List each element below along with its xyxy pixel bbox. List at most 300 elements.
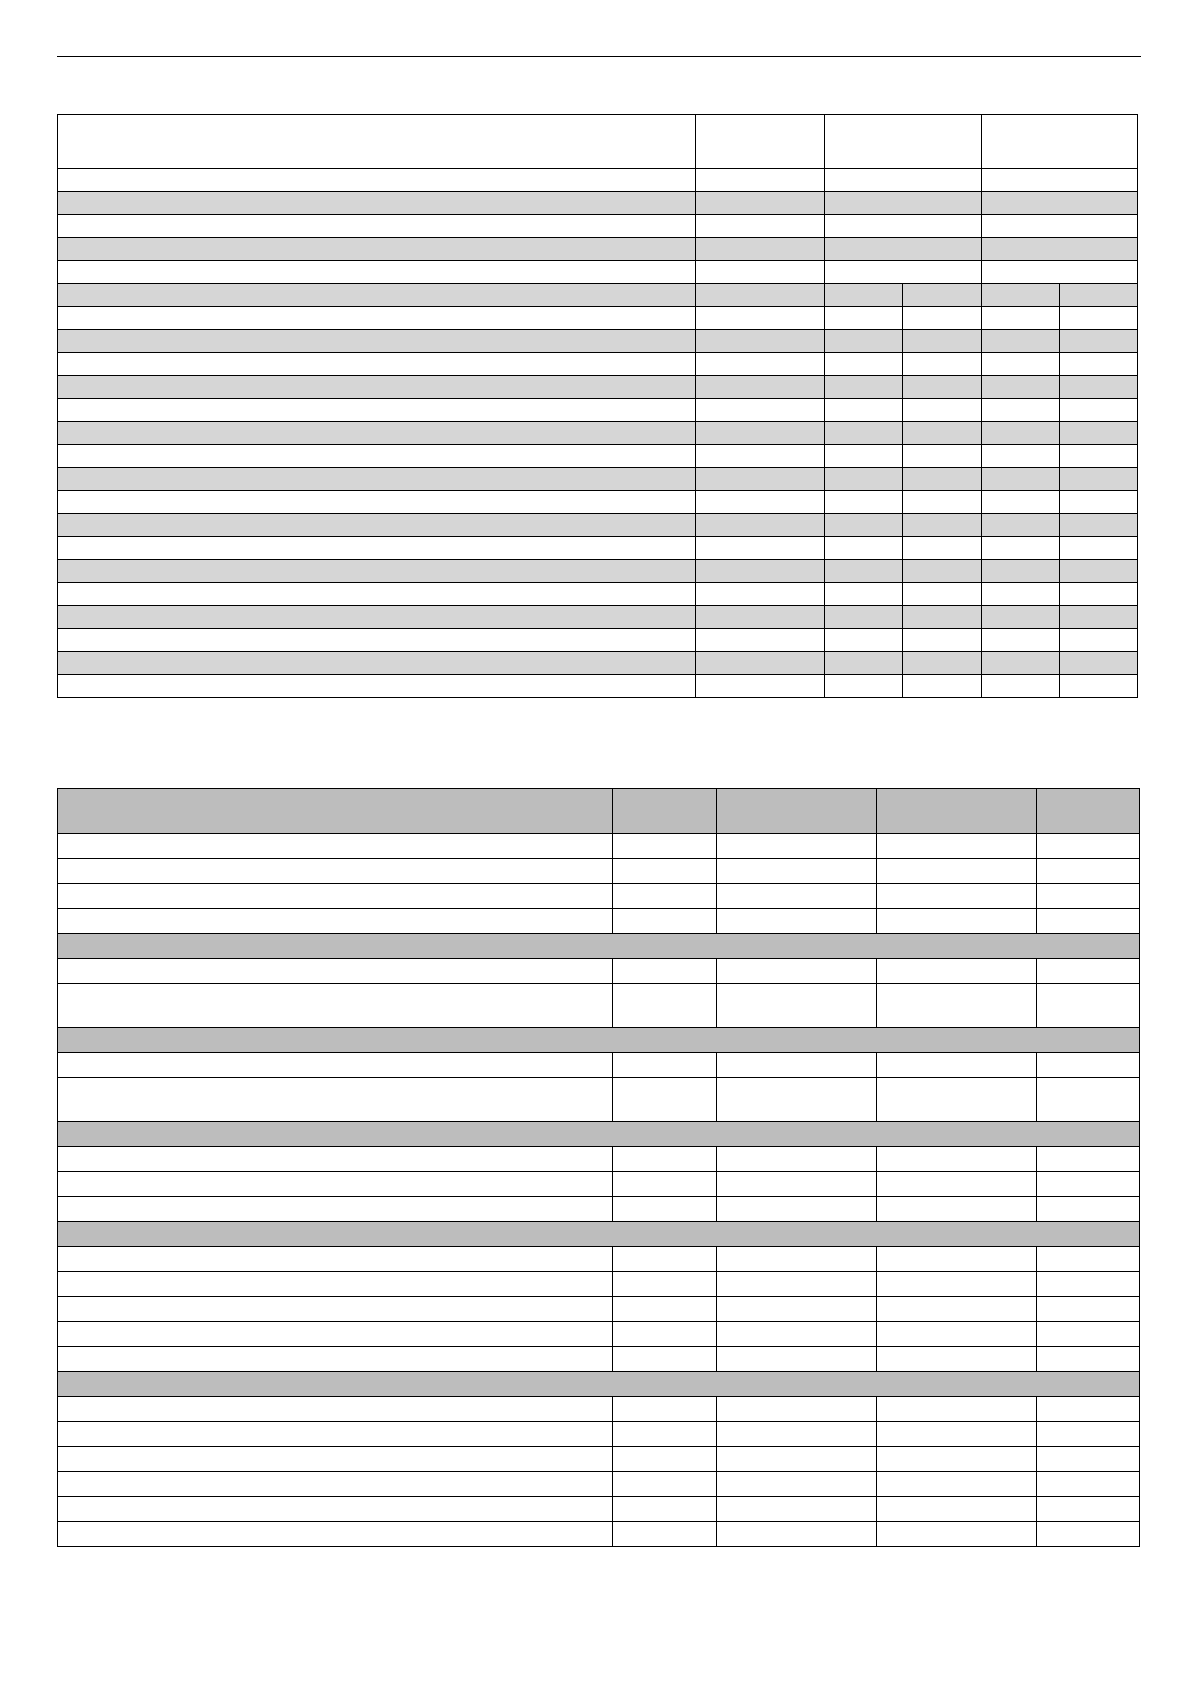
table-row — [58, 537, 1138, 560]
table-cell — [982, 468, 1060, 491]
table-cell — [58, 445, 696, 468]
table-row — [58, 1522, 1140, 1547]
table-cell — [825, 560, 903, 583]
table-cell — [903, 537, 982, 560]
table-2-header-cell — [877, 789, 1037, 834]
table-cell — [58, 399, 696, 422]
table-cell — [1060, 422, 1138, 445]
table-cell — [613, 859, 717, 884]
table-row — [58, 261, 1138, 284]
table-cell — [696, 238, 825, 261]
header-rule — [57, 56, 1141, 57]
table-cell — [982, 445, 1060, 468]
table-row — [58, 169, 1138, 192]
table-cell — [1037, 1422, 1140, 1447]
table-row — [58, 238, 1138, 261]
table-row — [58, 1197, 1140, 1222]
table-cell — [1037, 1147, 1140, 1172]
table-cell — [982, 560, 1060, 583]
table-cell — [58, 1422, 613, 1447]
table-cell — [58, 859, 613, 884]
table-cell — [1060, 537, 1138, 560]
table-cell — [903, 330, 982, 353]
table-cell — [58, 261, 696, 284]
section-header-cell — [58, 934, 1140, 959]
table-cell — [58, 606, 696, 629]
table-cell — [613, 1247, 717, 1272]
table-cell — [696, 307, 825, 330]
table-cell — [696, 445, 825, 468]
table-cell — [1037, 859, 1140, 884]
table-cell — [613, 984, 717, 1028]
table-2-header-cell — [613, 789, 717, 834]
table-cell — [877, 1078, 1037, 1122]
table-row — [58, 215, 1138, 238]
table-cell — [1060, 606, 1138, 629]
table-cell — [58, 560, 696, 583]
table-cell — [825, 445, 903, 468]
table-row — [58, 1447, 1140, 1472]
table-cell — [58, 1522, 613, 1547]
table-cell — [58, 330, 696, 353]
table-cell — [825, 606, 903, 629]
table-cell — [696, 560, 825, 583]
table-cell — [1060, 468, 1138, 491]
table-cell — [903, 422, 982, 445]
table-cell — [877, 1197, 1037, 1222]
section-header-row — [58, 1222, 1140, 1247]
table-cell — [717, 1397, 877, 1422]
table-cell — [717, 909, 877, 934]
table-cell — [613, 1472, 717, 1497]
table-cell — [982, 422, 1060, 445]
table-cell — [717, 1147, 877, 1172]
table-1-header-cell — [696, 115, 825, 169]
table-cell — [1037, 984, 1140, 1028]
table-cell — [1037, 834, 1140, 859]
table-cell — [717, 1322, 877, 1347]
table-1-header-row — [58, 115, 1138, 169]
table-cell — [1037, 1297, 1140, 1322]
table-cell — [877, 1322, 1037, 1347]
table-cell — [903, 399, 982, 422]
table-cell — [877, 1397, 1037, 1422]
table-cell — [1037, 909, 1140, 934]
table-row — [58, 1147, 1140, 1172]
table-row — [58, 445, 1138, 468]
table-cell — [717, 859, 877, 884]
table-cell — [58, 491, 696, 514]
table-cell — [717, 1297, 877, 1322]
table-cell — [1037, 1172, 1140, 1197]
table-cell — [1060, 399, 1138, 422]
table-cell — [58, 984, 613, 1028]
table-cell — [717, 1522, 877, 1547]
table-cell — [1037, 1447, 1140, 1472]
table-cell — [1037, 1497, 1140, 1522]
table-cell — [58, 1347, 613, 1372]
table-cell — [877, 984, 1037, 1028]
table-cell — [903, 652, 982, 675]
table-cell — [982, 261, 1138, 284]
table-cell — [58, 1197, 613, 1222]
table-cell — [58, 675, 696, 698]
table-cell — [696, 284, 825, 307]
table-cell — [877, 1272, 1037, 1297]
table-row — [58, 1497, 1140, 1522]
table-row — [58, 606, 1138, 629]
table-cell — [982, 330, 1060, 353]
table-row — [58, 834, 1140, 859]
table-cell — [877, 859, 1037, 884]
table-cell — [613, 1447, 717, 1472]
table-cell — [1037, 1472, 1140, 1497]
table-row — [58, 1172, 1140, 1197]
table-cell — [825, 215, 982, 238]
table-cell — [58, 959, 613, 984]
table-cell — [903, 514, 982, 537]
table-row — [58, 330, 1138, 353]
table-cell — [696, 468, 825, 491]
table-row — [58, 884, 1140, 909]
table-cell — [696, 537, 825, 560]
table-cell — [717, 1247, 877, 1272]
table-2-header-cell — [58, 789, 613, 834]
table-cell — [877, 1172, 1037, 1197]
section-header-row — [58, 1028, 1140, 1053]
table-cell — [696, 422, 825, 445]
table-cell — [1037, 1053, 1140, 1078]
table-cell — [58, 376, 696, 399]
table-cell — [982, 284, 1060, 307]
table-cell — [717, 1497, 877, 1522]
table-row — [58, 1422, 1140, 1447]
table-cell — [825, 468, 903, 491]
table-row — [58, 307, 1138, 330]
table-cell — [877, 1522, 1037, 1547]
table-cell — [1060, 353, 1138, 376]
table-cell — [58, 169, 696, 192]
table-cell — [1060, 514, 1138, 537]
table-cell — [1037, 884, 1140, 909]
table-cell — [58, 1472, 613, 1497]
table-row — [58, 514, 1138, 537]
table-cell — [825, 330, 903, 353]
table-cell — [903, 606, 982, 629]
table-row — [58, 192, 1138, 215]
section-header-row — [58, 1372, 1140, 1397]
table-cell — [717, 884, 877, 909]
section-header-row — [58, 1122, 1140, 1147]
table-cell — [1060, 583, 1138, 606]
table-cell — [58, 834, 613, 859]
table-cell — [982, 169, 1138, 192]
table-cell — [696, 330, 825, 353]
table-cell — [877, 909, 1037, 934]
table-row — [58, 909, 1140, 934]
table-cell — [1037, 959, 1140, 984]
table-cell — [877, 834, 1037, 859]
table-cell — [58, 514, 696, 537]
table-cell — [613, 834, 717, 859]
table-row — [58, 422, 1138, 445]
table-cell — [825, 514, 903, 537]
table-cell — [613, 1272, 717, 1297]
table-cell — [877, 1347, 1037, 1372]
table-cell — [825, 583, 903, 606]
table-cell — [58, 583, 696, 606]
table-cell — [877, 1247, 1037, 1272]
table-cell — [58, 1322, 613, 1347]
table-cell — [1060, 560, 1138, 583]
table-cell — [696, 353, 825, 376]
table-cell — [982, 307, 1060, 330]
table-cell — [58, 192, 696, 215]
table-row — [58, 284, 1138, 307]
table-cell — [717, 1472, 877, 1497]
table-cell — [58, 1297, 613, 1322]
table-cell — [903, 468, 982, 491]
table-cell — [903, 583, 982, 606]
table-cell — [613, 1397, 717, 1422]
table-cell — [696, 583, 825, 606]
table-cell — [877, 1472, 1037, 1497]
table-cell — [982, 583, 1060, 606]
section-header-cell — [58, 1372, 1140, 1397]
table-cell — [1037, 1347, 1140, 1372]
table-cell — [982, 399, 1060, 422]
table-row — [58, 560, 1138, 583]
table-row — [58, 468, 1138, 491]
table-cell — [696, 491, 825, 514]
table-cell — [903, 353, 982, 376]
table-cell — [613, 1422, 717, 1447]
table-cell — [717, 1422, 877, 1447]
table-row — [58, 353, 1138, 376]
table-cell — [877, 1422, 1037, 1447]
table-cell — [58, 215, 696, 238]
table-cell — [717, 1053, 877, 1078]
table-cell — [717, 834, 877, 859]
table-cell — [58, 629, 696, 652]
table-cell — [717, 1078, 877, 1122]
table-2 — [57, 788, 1140, 1547]
table-cell — [825, 169, 982, 192]
table-cell — [1060, 284, 1138, 307]
table-cell — [696, 675, 825, 698]
table-row — [58, 1322, 1140, 1347]
table-cell — [825, 399, 903, 422]
table-cell — [613, 1172, 717, 1197]
table-row — [58, 652, 1138, 675]
table-cell — [982, 353, 1060, 376]
table-cell — [717, 984, 877, 1028]
table-cell — [982, 629, 1060, 652]
table-cell — [825, 353, 903, 376]
table-cell — [613, 1347, 717, 1372]
table-cell — [825, 376, 903, 399]
table-row — [58, 859, 1140, 884]
table-cell — [982, 675, 1060, 698]
table-row — [58, 1272, 1140, 1297]
table-cell — [717, 1347, 877, 1372]
table-cell — [696, 261, 825, 284]
table-row — [58, 1397, 1140, 1422]
table-cell — [58, 1272, 613, 1297]
table-row — [58, 491, 1138, 514]
table-cell — [696, 192, 825, 215]
table-cell — [58, 909, 613, 934]
table-cell — [825, 675, 903, 698]
table-cell — [1037, 1322, 1140, 1347]
table-cell — [1060, 445, 1138, 468]
table-cell — [903, 307, 982, 330]
table-cell — [877, 1447, 1037, 1472]
table-cell — [903, 560, 982, 583]
table-row — [58, 583, 1138, 606]
section-header-cell — [58, 1222, 1140, 1247]
table-cell — [825, 261, 982, 284]
table-cell — [1037, 1247, 1140, 1272]
table-cell — [982, 537, 1060, 560]
table-1-header-cell — [58, 115, 696, 169]
table-cell — [1037, 1397, 1140, 1422]
table-cell — [696, 169, 825, 192]
table-cell — [696, 215, 825, 238]
table-cell — [58, 652, 696, 675]
table-1 — [57, 114, 1138, 698]
table-cell — [613, 1497, 717, 1522]
table-row — [58, 1297, 1140, 1322]
table-cell — [58, 1172, 613, 1197]
table-cell — [58, 884, 613, 909]
table-cell — [877, 1147, 1037, 1172]
table-cell — [696, 652, 825, 675]
table-cell — [1060, 330, 1138, 353]
table-cell — [982, 215, 1138, 238]
table-row — [58, 1078, 1140, 1122]
table-cell — [825, 652, 903, 675]
table-cell — [825, 422, 903, 445]
table-cell — [58, 1078, 613, 1122]
table-cell — [696, 514, 825, 537]
table-cell — [903, 284, 982, 307]
table-cell — [982, 652, 1060, 675]
table-2-header-cell — [1037, 789, 1140, 834]
table-cell — [825, 491, 903, 514]
table-cell — [696, 606, 825, 629]
table-cell — [696, 399, 825, 422]
table-cell — [58, 422, 696, 445]
table-2-header-row — [58, 789, 1140, 834]
table-cell — [717, 1197, 877, 1222]
section-header-row — [58, 934, 1140, 959]
table-cell — [58, 1053, 613, 1078]
table-cell — [982, 192, 1138, 215]
table-cell — [717, 1447, 877, 1472]
table-cell — [877, 1497, 1037, 1522]
table-cell — [825, 307, 903, 330]
table-1-header-cell — [982, 115, 1138, 169]
table-cell — [613, 1053, 717, 1078]
table-row — [58, 629, 1138, 652]
table-cell — [825, 284, 903, 307]
table-cell — [613, 1197, 717, 1222]
table-row — [58, 1472, 1140, 1497]
table-1-header-cell — [825, 115, 982, 169]
table-cell — [903, 445, 982, 468]
table-cell — [903, 675, 982, 698]
table-cell — [825, 537, 903, 560]
table-cell — [613, 1322, 717, 1347]
table-cell — [982, 606, 1060, 629]
table-cell — [613, 1147, 717, 1172]
table-cell — [877, 959, 1037, 984]
table-cell — [982, 514, 1060, 537]
table-cell — [58, 468, 696, 491]
table-row — [58, 675, 1138, 698]
table-row — [58, 984, 1140, 1028]
table-cell — [1060, 491, 1138, 514]
table-cell — [613, 1078, 717, 1122]
table-cell — [58, 238, 696, 261]
table-cell — [877, 884, 1037, 909]
table-cell — [58, 1247, 613, 1272]
table-row — [58, 1247, 1140, 1272]
table-cell — [982, 376, 1060, 399]
table-cell — [982, 238, 1138, 261]
table-cell — [613, 1297, 717, 1322]
table-cell — [696, 376, 825, 399]
table-cell — [717, 959, 877, 984]
table-cell — [613, 1522, 717, 1547]
table-cell — [825, 238, 982, 261]
table-cell — [613, 884, 717, 909]
table-cell — [903, 491, 982, 514]
table-cell — [613, 909, 717, 934]
section-header-cell — [58, 1028, 1140, 1053]
table-2-header-cell — [717, 789, 877, 834]
table-cell — [58, 1497, 613, 1522]
table-cell — [58, 307, 696, 330]
table-row — [58, 399, 1138, 422]
table-cell — [877, 1053, 1037, 1078]
table-cell — [1037, 1522, 1140, 1547]
table-cell — [1060, 376, 1138, 399]
table-cell — [1060, 307, 1138, 330]
table-cell — [825, 192, 982, 215]
table-cell — [613, 959, 717, 984]
table-cell — [58, 1447, 613, 1472]
table-cell — [717, 1172, 877, 1197]
table-cell — [1060, 675, 1138, 698]
table-cell — [1060, 629, 1138, 652]
table-cell — [903, 629, 982, 652]
table-cell — [58, 353, 696, 376]
table-row — [58, 1053, 1140, 1078]
table-cell — [877, 1297, 1037, 1322]
table-cell — [903, 376, 982, 399]
table-cell — [982, 491, 1060, 514]
table-cell — [1037, 1078, 1140, 1122]
table-row — [58, 959, 1140, 984]
table-cell — [58, 1397, 613, 1422]
table-cell — [58, 537, 696, 560]
section-header-cell — [58, 1122, 1140, 1147]
table-cell — [717, 1272, 877, 1297]
table-row — [58, 376, 1138, 399]
table-cell — [1037, 1272, 1140, 1297]
